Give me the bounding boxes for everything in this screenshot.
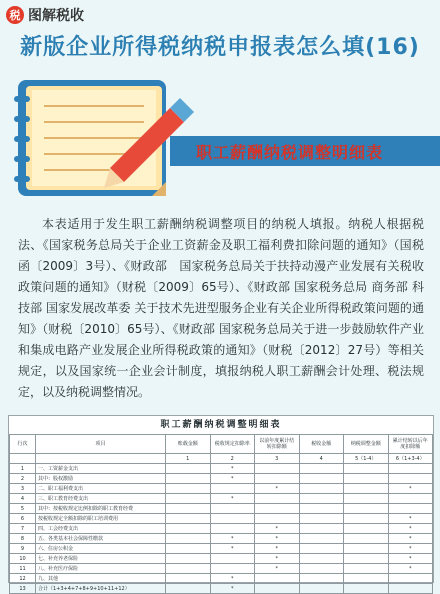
table-row xyxy=(10,474,433,484)
table-cell: * xyxy=(255,534,300,544)
table-cell xyxy=(344,564,389,574)
table-cell: * xyxy=(388,484,433,494)
table-cell xyxy=(255,464,300,474)
table-cell: * xyxy=(388,564,433,574)
row-item: 按税收规定全额扣除的职工培训费用 xyxy=(36,514,166,524)
header-bar xyxy=(0,0,440,30)
table-cell xyxy=(299,534,344,544)
column-number: 2 xyxy=(210,454,255,464)
table-cell xyxy=(210,484,255,494)
table-cell xyxy=(166,494,211,504)
table-row xyxy=(10,564,433,574)
table-cell xyxy=(299,544,344,554)
table-cell xyxy=(344,494,389,504)
table-row xyxy=(10,494,433,504)
row-number: 7 xyxy=(10,524,36,534)
logo-text: 图解税收 xyxy=(28,8,84,24)
table-cell: * xyxy=(388,554,433,564)
row-number: 1 xyxy=(10,464,36,474)
table-body xyxy=(10,464,433,594)
header-cell: 项目 xyxy=(36,435,166,454)
table-cell: * xyxy=(210,464,255,474)
column-number: 4 xyxy=(299,454,344,464)
table-cell xyxy=(344,484,389,494)
table-cell: * xyxy=(255,484,300,494)
table-cell xyxy=(166,484,211,494)
table-cell: * xyxy=(255,524,300,534)
table-cell xyxy=(166,504,211,514)
table-cell xyxy=(299,514,344,524)
column-number xyxy=(36,454,166,464)
table-row xyxy=(10,534,433,544)
table-cell xyxy=(344,534,389,544)
table-row xyxy=(10,584,433,594)
table-row xyxy=(10,524,433,534)
table-cell xyxy=(388,474,433,484)
table-cell xyxy=(210,514,255,524)
row-item: 六、住房公积金 xyxy=(36,544,166,554)
table-cell xyxy=(210,554,255,564)
table-cell: * xyxy=(210,534,255,544)
table-cell xyxy=(388,584,433,594)
header-cell: 行次 xyxy=(10,435,36,454)
table-cell xyxy=(255,574,300,584)
table-cell xyxy=(388,464,433,474)
row-item: 合计（1+3+4+7+8+9+10+11+12） xyxy=(36,584,166,594)
table-cell: * xyxy=(388,524,433,534)
row-number: 9 xyxy=(10,544,36,554)
row-number: 3 xyxy=(10,484,36,494)
table-cell xyxy=(210,564,255,574)
row-item: 四、工会经费支出 xyxy=(36,524,166,534)
table-cell xyxy=(255,584,300,594)
table-cell xyxy=(299,564,344,574)
row-item: 二、职工福利费支出 xyxy=(36,484,166,494)
table-cell xyxy=(299,504,344,514)
row-number: 5 xyxy=(10,504,36,514)
table-row xyxy=(10,504,433,514)
column-number: 6（1+3-4） xyxy=(388,454,433,464)
row-item: 三、职工教育经费支出 xyxy=(36,494,166,504)
table-cell xyxy=(388,574,433,584)
header-cell: 账载金额 xyxy=(166,435,211,454)
table-cell: * xyxy=(210,494,255,504)
logo-icon: 税 xyxy=(6,6,24,24)
table-header-row xyxy=(10,435,433,454)
table-cell xyxy=(166,474,211,484)
table-title: 职工薪酬纳税调整明细表 xyxy=(160,420,282,430)
table-cell xyxy=(344,514,389,524)
table-cell: * xyxy=(210,574,255,584)
table-cell xyxy=(299,574,344,584)
table-cell xyxy=(255,504,300,514)
table-cell xyxy=(344,504,389,514)
table-row xyxy=(10,574,433,584)
table-cell xyxy=(166,534,211,544)
row-number: 10 xyxy=(10,554,36,564)
table-row xyxy=(10,514,433,524)
row-item: 其中：股权激励 xyxy=(36,474,166,484)
table-cell xyxy=(166,584,211,594)
table-cell: * xyxy=(255,544,300,554)
adjustment-table xyxy=(9,434,433,594)
table-cell xyxy=(299,464,344,474)
row-number: 4 xyxy=(10,494,36,504)
column-number: 1 xyxy=(166,454,211,464)
table-cell xyxy=(344,524,389,534)
table-cell xyxy=(388,494,433,504)
table-cell xyxy=(344,554,389,564)
table-cell xyxy=(210,504,255,514)
column-number: 3 xyxy=(255,454,300,464)
table-cell xyxy=(210,524,255,534)
row-item: 一、工资薪金支出 xyxy=(36,464,166,474)
table-row xyxy=(10,554,433,564)
table-cell xyxy=(388,504,433,514)
row-number: 2 xyxy=(10,474,36,484)
header-cell: 税收规定扣除率 xyxy=(210,435,255,454)
table-cell xyxy=(299,484,344,494)
table-cell xyxy=(344,544,389,554)
row-number: 11 xyxy=(10,564,36,574)
table-row xyxy=(10,544,433,554)
table-cell xyxy=(344,574,389,584)
table-cell xyxy=(166,544,211,554)
table-cell xyxy=(166,574,211,584)
table-cell: * xyxy=(210,474,255,484)
table-cell xyxy=(166,514,211,524)
header-cell: 累计结转以后年度扣除额 xyxy=(388,435,433,454)
table-cell: * xyxy=(388,514,433,524)
column-number-row xyxy=(10,454,433,464)
table-cell xyxy=(299,524,344,534)
table-cell xyxy=(344,464,389,474)
row-item: 其中：按税收规定比例扣除的职工教育经费 xyxy=(36,504,166,514)
header-cell: 税收金额 xyxy=(299,435,344,454)
table-cell xyxy=(299,584,344,594)
row-number: 13 xyxy=(10,584,36,594)
column-number xyxy=(10,454,36,464)
intro-text: 本表适用于发生职工薪酬纳税调整项目的纳税人填报。纳税人根据税法、《国家税务总局关于企业工资薪金及职工福利费扣除问题的通知》（国税函〔2009〕3号）、《财政部 国家税务总局关于扶持动漫产业发展有关税收政策问题的通知》（财税〔2009〕65号）、《财政部 国家税务总局 商务部 科技部 国家发展改革委 关于技术先进型服务企业有关企业所得税政策问题的通知》（财税〔2010〕65号）、《财政部 国家税务总局关于进一步鼓励软件产业和集成电路产业发展企业所得税政策的通知》（财税〔2012〕27号）等相关规定，以及国家统一企业会计制度，填报纳税人职工薪酬会计处理、税法规定，以及纳税调整情况。 xyxy=(18,217,424,399)
table-cell: * xyxy=(255,564,300,574)
header-cell: 以前年度累计结转扣除额 xyxy=(255,435,300,454)
table-cell: * xyxy=(210,584,255,594)
table-cell: * xyxy=(388,534,433,544)
page-title: 新版企业所得税纳税申报表怎么填(16) xyxy=(20,35,420,60)
table-cell xyxy=(299,494,344,504)
table-cell xyxy=(166,464,211,474)
table-row xyxy=(10,464,433,474)
row-number: 8 xyxy=(10,534,36,544)
table-cell: * xyxy=(255,554,300,564)
row-item: 五、各类基本社会保障性缴款 xyxy=(36,534,166,544)
table-cell xyxy=(255,514,300,524)
row-item: 九、其他 xyxy=(36,574,166,584)
table-cell xyxy=(299,554,344,564)
table-cell xyxy=(166,524,211,534)
table-cell xyxy=(166,564,211,574)
table-cell xyxy=(255,474,300,484)
table-cell: * xyxy=(210,544,255,554)
hero-banner xyxy=(0,70,440,210)
intro-paragraph xyxy=(18,214,424,403)
table-cell xyxy=(299,474,344,484)
form-table xyxy=(8,415,434,592)
subtitle: 职工薪酬纳税调整明细表 xyxy=(196,143,384,162)
table-cell xyxy=(344,474,389,484)
table-row xyxy=(10,484,433,494)
row-number: 12 xyxy=(10,574,36,584)
row-item: 七、补充养老保险 xyxy=(36,554,166,564)
header-cell: 纳税调整金额 xyxy=(344,435,389,454)
notebook-icon xyxy=(14,72,194,208)
row-item: 八、补充医疗保险 xyxy=(36,564,166,574)
table-cell xyxy=(166,554,211,564)
row-number: 6 xyxy=(10,514,36,524)
table-cell xyxy=(255,494,300,504)
table-cell: * xyxy=(388,544,433,554)
table-cell xyxy=(344,584,389,594)
column-number: 5（1-4） xyxy=(344,454,389,464)
